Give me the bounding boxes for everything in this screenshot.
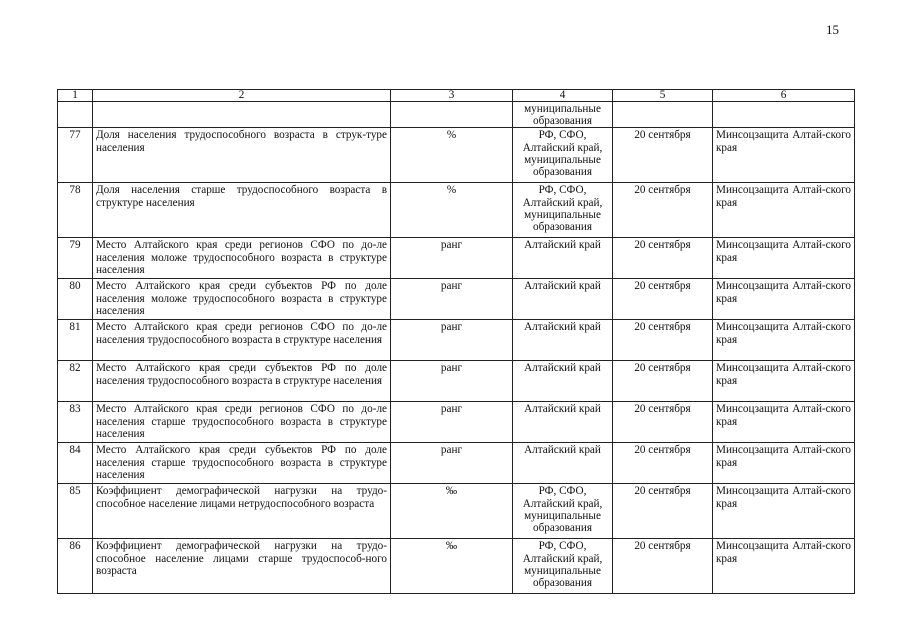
responsible-body: [713, 102, 855, 128]
column-header: 5: [613, 90, 713, 102]
row-number: 84: [58, 443, 93, 484]
column-header: 1: [58, 90, 93, 102]
data-level: РФ, СФО, Алтайский край, муниципальные образования: [513, 539, 613, 594]
table-row: [58, 320, 855, 361]
table-row: [58, 279, 855, 320]
table-row: [58, 443, 855, 484]
deadline-date: 20 сентября: [613, 484, 713, 539]
data-level: Алтайский край: [513, 320, 613, 361]
indicator-name: Коэффициент демографической нагрузки на трудо-способное население лицами нетрудоспособного возраста: [93, 484, 391, 539]
row-number: 83: [58, 402, 93, 443]
data-level: Алтайский край: [513, 402, 613, 443]
deadline-date: [613, 102, 713, 128]
responsible-body: Минсоцзащита Алтай-ского края: [713, 443, 855, 484]
responsible-body: Минсоцзащита Алтай-ского края: [713, 279, 855, 320]
indicator-name: Доля населения старше трудоспособного возраста в структуре населения: [93, 183, 391, 238]
responsible-body: Минсоцзащита Алтай-ского края: [713, 361, 855, 402]
indicator-name: Доля населения трудоспособного возраста в струк-туре населения: [93, 128, 391, 183]
responsible-body: Минсоцзащита Алтай-ского края: [713, 320, 855, 361]
data-level: РФ, СФО, Алтайский край, муниципальные образования: [513, 128, 613, 183]
indicator-name: Место Алтайского края среди субъектов РФ по доле населения трудоспособного возраста в структуре населения: [93, 361, 391, 402]
table-body: [58, 102, 855, 594]
column-header: 3: [391, 90, 513, 102]
table-row: [58, 539, 855, 594]
indicator-name: Место Алтайского края среди регионов СФО по до-ле населения трудоспособного возраста в структуре населения: [93, 320, 391, 361]
row-number: 78: [58, 183, 93, 238]
unit-of-measure: ‰: [391, 484, 513, 539]
deadline-date: 20 сентября: [613, 279, 713, 320]
row-number: 82: [58, 361, 93, 402]
table-row: [58, 402, 855, 443]
page-number: 15: [826, 22, 839, 37]
row-number: 80: [58, 279, 93, 320]
row-number: 86: [58, 539, 93, 594]
table-row: [58, 238, 855, 279]
deadline-date: 20 сентября: [613, 128, 713, 183]
column-header: 2: [93, 90, 391, 102]
deadline-date: 20 сентября: [613, 539, 713, 594]
responsible-body: Минсоцзащита Алтай-ского края: [713, 128, 855, 183]
column-header: 6: [713, 90, 855, 102]
data-level: Алтайский край: [513, 238, 613, 279]
responsible-body: Минсоцзащита Алтай-ского края: [713, 484, 855, 539]
indicator-name: Место Алтайского края среди регионов СФО по до-ле населения моложе трудоспособного возраста в структуре населения: [93, 238, 391, 279]
unit-of-measure: %: [391, 183, 513, 238]
row-number: [58, 102, 93, 128]
row-number: 81: [58, 320, 93, 361]
unit-of-measure: ранг: [391, 279, 513, 320]
row-number: 79: [58, 238, 93, 279]
deadline-date: 20 сентября: [613, 443, 713, 484]
table-row: [58, 484, 855, 539]
responsible-body: Минсоцзащита Алтай-ского края: [713, 238, 855, 279]
unit-of-measure: ранг: [391, 402, 513, 443]
responsible-body: Минсоцзащита Алтай-ского края: [713, 539, 855, 594]
indicator-name: [93, 102, 391, 128]
table-row: [58, 183, 855, 238]
unit-of-measure: ранг: [391, 361, 513, 402]
deadline-date: 20 сентября: [613, 320, 713, 361]
table-header-row: [58, 90, 855, 102]
indicator-name: Место Алтайского края среди субъектов РФ по доле населения старше трудоспособного возраста в структуре населения: [93, 443, 391, 484]
responsible-body: Минсоцзащита Алтай-ского края: [713, 402, 855, 443]
row-number: 77: [58, 128, 93, 183]
data-level: Алтайский край: [513, 443, 613, 484]
table-row: [58, 361, 855, 402]
unit-of-measure: %: [391, 128, 513, 183]
data-level: Алтайский край: [513, 279, 613, 320]
data-level: РФ, СФО, Алтайский край, муниципальные образования: [513, 183, 613, 238]
indicator-name: Место Алтайского края среди регионов СФО по до-ле населения старше трудоспособного возраста в структуре населения: [93, 402, 391, 443]
data-level: муниципальные образования: [513, 102, 613, 128]
deadline-date: 20 сентября: [613, 402, 713, 443]
data-level: РФ, СФО, Алтайский край, муниципальные образования: [513, 484, 613, 539]
unit-of-measure: [391, 102, 513, 128]
indicators-table: [57, 89, 855, 594]
table-row: [58, 102, 855, 128]
unit-of-measure: ранг: [391, 443, 513, 484]
unit-of-measure: ‰: [391, 539, 513, 594]
indicator-name: Место Алтайского края среди субъектов РФ по доле населения моложе трудоспособного возраста в структуре населения: [93, 279, 391, 320]
column-header: 4: [513, 90, 613, 102]
unit-of-measure: ранг: [391, 238, 513, 279]
data-level: Алтайский край: [513, 361, 613, 402]
deadline-date: 20 сентября: [613, 361, 713, 402]
indicator-name: Коэффициент демографической нагрузки на трудо-способное население лицами старше трудоспособ-ного возраста: [93, 539, 391, 594]
deadline-date: 20 сентября: [613, 183, 713, 238]
unit-of-measure: ранг: [391, 320, 513, 361]
deadline-date: 20 сентября: [613, 238, 713, 279]
table-row: [58, 128, 855, 183]
responsible-body: Минсоцзащита Алтай-ского края: [713, 183, 855, 238]
row-number: 85: [58, 484, 93, 539]
